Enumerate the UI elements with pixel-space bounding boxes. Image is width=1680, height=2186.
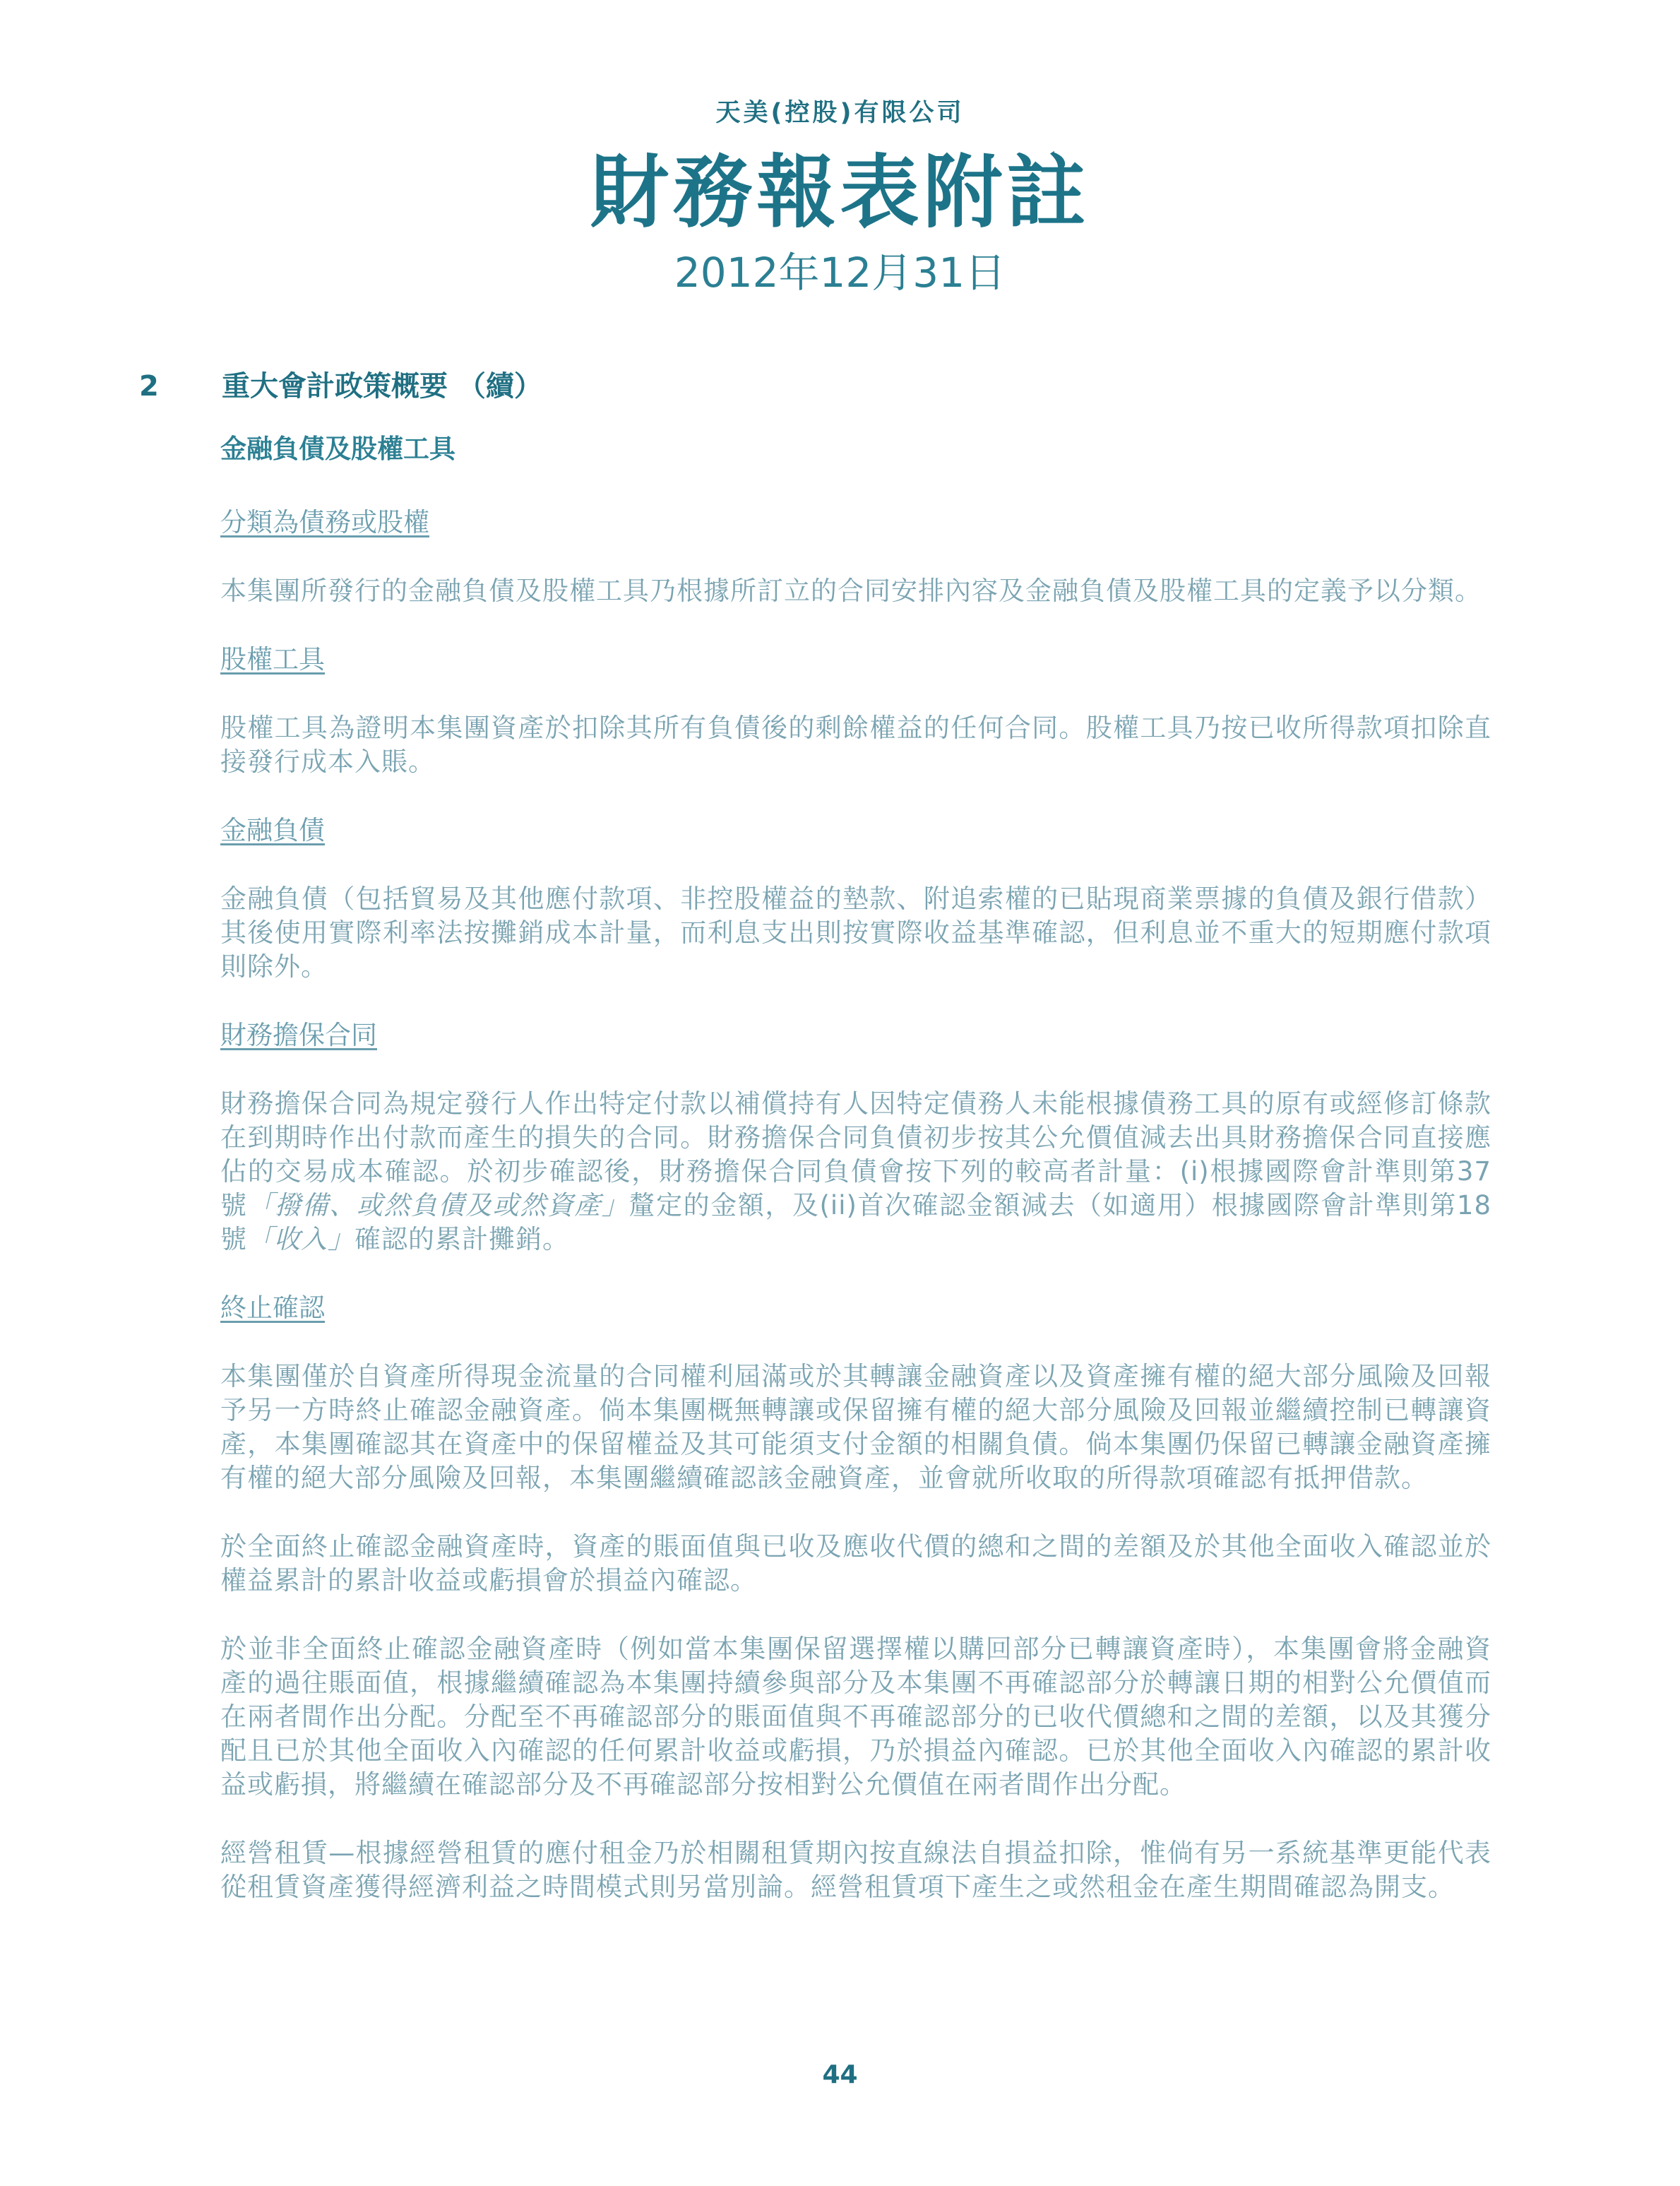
- ias37-title: 「撥備、或然負債及或然資產」: [247, 1190, 629, 1220]
- notes-content: [220, 432, 1491, 1939]
- report-date: 2012年12月31日: [674, 249, 1006, 297]
- liabilities-heading: 金融負債: [220, 815, 325, 845]
- equity-paragraph: 股權工具為證明本集團資產於扣除其所有負債後的剩餘權益的任何合同。股權工具乃按已收所得款項扣除直接發行成本入賬。: [220, 713, 1491, 777]
- company-name: 天美(控股)有限公司: [715, 99, 965, 127]
- guarantee-text-3: 確認的累計攤銷。: [355, 1224, 569, 1254]
- section-title: 重大會計政策概要 （續）: [222, 370, 542, 403]
- derecognition-heading: 終止確認: [220, 1293, 325, 1323]
- classification-paragraph: 本集團所發行的金融負債及股權工具乃根據所訂立的合同安排內容及金融負債及股權工具的定義予以分類。: [220, 576, 1482, 606]
- guarantee-text-2: 釐定的金額，及(ii)首次確認金額減去（如適用）根據國際會計準則第18號: [220, 1190, 1492, 1254]
- guarantee-text-1: 財務擔保合同為規定發行人作出特定付款以補償持有人因特定債務人未能根據債務工具的原有或經修訂條款在到期時作出付款而產生的損失的合同。財務擔保合同負債初步按其公允價值減去出具財務擔保合同直接應佔的交易成本確認。於初步確認後，財務擔保合同負債會按下列的較高者計量：(i)根據國際會計準則第37號: [220, 1088, 1491, 1220]
- page-title: 財務報表附註: [590, 147, 1090, 239]
- guarantee-heading: 財務擔保合同: [220, 1020, 377, 1050]
- guarantee-paragraph: [220, 1087, 1491, 1257]
- lease-paragraph: 經營租賃—根據經營租賃的應付租金乃於相關租賃期內按直線法自損益扣除，惟倘有另一系統基準更能代表從租賃資產獲得經濟利益之時間模式則另當別論。經營租賃項下產生之或然租金在產生期間確認為開支。: [220, 1838, 1491, 1902]
- derecognition-paragraph-2: 於全面終止確認金融資產時，資產的賬面值與已收及應收代價的總和之間的差額及於其他全面收入確認並於權益累計的累計收益或虧損會於損益內確認。: [220, 1531, 1491, 1596]
- derecognition-paragraph-1: 本集團僅於自資產所得現金流量的合同權利屆滿或於其轉讓金融資產以及資產擁有權的絕大部分風險及回報予另一方時終止確認金融資產。倘本集團概無轉讓或保留擁有權的絕大部分風險及回報並繼續控制已轉讓資產，本集團確認其在資產中的保留權益及其可能須支付金額的相關負債。倘本集團仍保留已轉讓金融資產擁有權的絕大部分風險及回報，本集團繼續確認該金融資產，並會就所收取的所得款項確認有抵押借款。: [220, 1361, 1491, 1493]
- section-heading: [139, 364, 1516, 404]
- liabilities-paragraph: 金融負債（包括貿易及其他應付款項、非控股權益的墊款、附追索權的已貼現商業票據的負債及銀行借款）其後使用實際利率法按攤銷成本計量，而利息支出則按實際收益基準確認，但利息並不重大的短期應付款項則除外。: [220, 884, 1491, 982]
- classification-heading: 分類為債務或股權: [220, 507, 429, 537]
- subheading: 金融負債及股權工具: [220, 434, 455, 464]
- equity-heading: 股權工具: [220, 644, 325, 675]
- ias18-title: 「收入」: [247, 1224, 355, 1254]
- page-number: 44: [822, 2060, 858, 2089]
- section-number: 2: [139, 370, 159, 403]
- derecognition-paragraph-3: 於並非全面終止確認金融資產時（例如當本集團保留選擇權以購回部分已轉讓資產時），本集團會將金融資產的過往賬面值，根據繼續確認為本集團持續參與部分及本集團不再確認部分於轉讓日期的相對公允價值而在兩者間作出分配。分配至不再確認部分的賬面值與不再確認部分的已收代價總和之間的差額，以及其獲分配且已於其他全面收入內確認的任何累計收益或虧損，乃於損益內確認。已於其他全面收入內確認的累計收益或虧損，將繼續在確認部分及不再確認部分按相對公允價值在兩者間作出分配。: [220, 1634, 1491, 1800]
